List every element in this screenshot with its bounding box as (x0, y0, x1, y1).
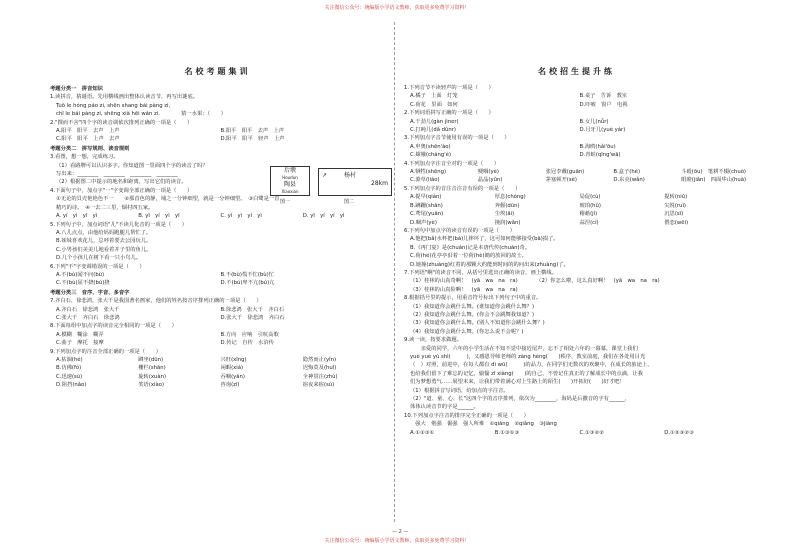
section-heading: 考题分类二 拼写规则、读音规则 (50, 145, 130, 152)
option-text: B. yī yí yì yī (138, 213, 180, 220)
option-text: 局促(cù) (579, 194, 601, 201)
question-line: （2）我知道你会跳什么舞。(你会不会跳舞我知道？) (410, 311, 535, 318)
option-text: D.阻挡(nǎo) (56, 382, 87, 389)
option-text: D.不(bú)卑不亢(bú)亢 (220, 280, 275, 287)
option-row (404, 176, 749, 184)
question-line: D.几个小孩儿在树下看一只小鸟儿。 (56, 255, 142, 262)
option-text: B.①③①③ (494, 429, 520, 436)
question-line: （2）根据图二中提示的地名和距离，写出它们的读音。 (56, 179, 187, 186)
option-text: 眼睑(jiǎn) 四面华山(huà) (681, 177, 747, 184)
question-line: 强大 勉强 倔强 强人所难 ①qiáng ②qiǎng ③jiàng (410, 421, 557, 428)
option-text: A.阳平 阳平 去声 上声 (56, 128, 120, 135)
option-text: D.青蛙(qīng'wā) (579, 152, 621, 159)
option-text: 吞咽(yān) (220, 373, 245, 380)
option-text: 晶晶(yǔn) (477, 177, 503, 184)
option-text: B.方向 应响 引吭高歌 (220, 331, 279, 338)
option-text: A.申奥(shēn'ào) (410, 143, 451, 150)
option-text: 咨询(zī) (220, 382, 240, 389)
option-row (50, 314, 385, 322)
option-text: 尖锐(ruì) (664, 202, 686, 209)
left-column (50, 84, 385, 390)
question-stem: 8.根据括号里的提示，用重音符号标出下列句子中的重音。 (404, 295, 542, 302)
option-text: 尘埃(āi) (494, 211, 515, 218)
option-text: A.枯涸(hé) (56, 357, 83, 363)
option-text: D.阳平 阳平 轻声 上声 (220, 136, 285, 143)
road-sign-two (318, 168, 392, 196)
option-row (404, 202, 749, 210)
option-text: A.干劲儿(gàn jìner) (410, 118, 459, 125)
option-text: B.徐悲鸿 张大千 齐白石 (220, 306, 285, 313)
option-text: B.阳平 阳平 去声 上声 (220, 128, 285, 135)
question-line: chī le bái pàng zi, shēng xià hēi wán zi. 猜一水果：（ ） (56, 111, 227, 118)
option-row (50, 331, 385, 339)
option-row (50, 373, 385, 381)
road-sign-figures (270, 162, 392, 204)
question-line: 写出来：________ ________ ________ ________ (56, 171, 178, 178)
option-text: C. yí yì yí yì (220, 213, 262, 220)
option-text: C.鸢尾(yuān) (410, 211, 444, 218)
option-text: D.张大千 徐悲鸿 齐白石 (220, 314, 285, 321)
option-row (50, 339, 385, 347)
option-text: A.橘子 上面 灯笼 (410, 93, 458, 100)
question-stem: 1.读拼音，猜谜语。先用横线画出整体认读音节，再写出谜底。 (50, 94, 199, 101)
option-text: 挽润(wǎn) (494, 219, 521, 226)
right-column (404, 84, 749, 437)
option-text: 迟悔莫及(huǐ) (302, 365, 337, 372)
question-line: （2）"道、童、心、长"这四个字的音序排列，依次为________，海妈是后撒音的字有______， (410, 396, 631, 403)
option-text: 旋转(xuàn) (138, 373, 167, 380)
option-row (404, 210, 749, 218)
question-line: （1）看路牌可以认识多字。你知道图一里面四个字的读音了吗？ (56, 162, 208, 169)
option-text: A.①②③① (410, 429, 435, 436)
option-text: 蹲坐(dūn) (138, 357, 164, 363)
option-text: 稽藉(jí) (579, 211, 598, 218)
option-text: 蒜涅(cí) (579, 219, 599, 226)
option-text: 栅栏(shān) (138, 365, 166, 372)
question-line: C.小男孩们美美儿地看着并子里的鱼儿。 (56, 246, 152, 253)
question-line: B.《再门宴》是(chuán)记是本唐代传(chuán)奇。 (410, 244, 531, 251)
option-text: 琥珀(hǔ) (579, 202, 601, 209)
arrow-up-right-icon: ↗ (322, 172, 328, 179)
option-row (50, 356, 385, 364)
question-line: B.妹妹喜欢花儿，总呼着要去公园玩儿。 (56, 238, 152, 245)
question-stem: 1.下列音节不读轻声的一项是（ ） (404, 85, 494, 91)
question-stem: 9.下列加点字的注音全部正确的一项是（ ） (50, 348, 161, 355)
road-sign-one (270, 166, 310, 196)
bottom-watermark: 关注微信公众号：统编版小学语文教师，获取更多免费学习资料！ (324, 538, 470, 544)
section-heading: 考题分类一 拼音知识 (50, 86, 103, 92)
option-text: B.盒子(hé) (613, 169, 641, 176)
option-text: C.潦草(liáo) (410, 177, 440, 184)
question-stem: 7.下列语"啊"的读音不同，从括号里选出正确的读音，画上横线。 (404, 269, 557, 276)
option-row (404, 118, 749, 126)
option-row (404, 429, 749, 437)
question-stem: 6.下列"不"字变调错误的一项是（ ） (50, 263, 145, 270)
option-text: B.仿佛(fó) (56, 365, 82, 372)
option-text: 全神贯注(zhù) (302, 373, 338, 380)
option-text: 哽咽(yè) (477, 169, 499, 176)
question-line: （4）我知道你会跳什么舞。(你怎么说不会呢？) (410, 328, 524, 335)
option-row (50, 271, 385, 279)
question-line: yuè yuè yù shì( )，又感恩导师老师的 zàng héng( )秩序，教室前庭，我们在各处用目光 (410, 354, 646, 360)
question-stem: 5.下列加点字的音注音注音有误的一项是（ ） (404, 185, 521, 192)
section-heading: 考题分类三 音序、字音、多音字 (50, 289, 130, 296)
question-stem: 7.齐白石，徐悲鸿，张大千是我国著名画家，他们的姓名按音序排列正确的一项是（ ） (50, 298, 262, 305)
option-row (404, 168, 749, 176)
option-row (50, 135, 385, 143)
option-text: C.嫦娥(cháng'é) (410, 152, 452, 159)
option-row (404, 126, 749, 134)
option-text: C.不(bù)屈不挠(bú)挠 (56, 280, 110, 287)
option-row (50, 381, 385, 389)
question-line: （ ）对照，前进中，在每人都有 dì wū( )的品力，在同学们无数次的欢聚中，在成长的旅途上， (410, 362, 653, 369)
option-row (404, 151, 749, 159)
option-row (404, 193, 749, 201)
question-line: D.她撞(zhuàng)红着的那颗大约能到时间的的问出来(zhuàng)了。 (410, 261, 569, 268)
question-stem: 2.下列词语拼写正确的一项是（ ） (404, 110, 494, 117)
question-line: A.八儿点点，由他给妈妈跑腿儿帮忙了。 (56, 229, 152, 236)
question-line: A.他把(bǎ)水杯把(bà)儿摔坏了，这可如何能够接受(bā)损了。 (410, 236, 559, 243)
option-text: D.①②③②③ (664, 429, 694, 436)
question-line: 亲爱的同学，六年的小学生活在不知不觉中接近尾声，忘不了相处六年的一幕幕，课堂上我们 (410, 345, 638, 352)
option-text: A.齐白石 徐悲鸿 张大千 (56, 306, 120, 313)
option-text: D.月牙儿(yuè yár) (579, 127, 626, 134)
option-text: 斗殴(ōu) 笔耕不辍(chuò) (681, 169, 746, 176)
option-row (50, 306, 385, 314)
option-text: 闲暇(xiá) (220, 365, 244, 372)
option-text: 张冠李戴(guān) (545, 169, 585, 176)
question-stem: 9.读一读，按要求做题。 (404, 337, 463, 344)
option-text: C.迅速(sù) (56, 373, 83, 380)
question-line: 精巧的诗。 ④一去二三里，烟村四五家。 (56, 204, 154, 211)
option-text: 茅塞顿开(sè) (545, 177, 577, 184)
option-text: B.海鸥(hǎi'ōu) (579, 143, 616, 150)
question-stem: 10.下列加点字注音的排序完全正确的一项是（ ） (404, 412, 529, 419)
figure-two-caption: 图二 (344, 199, 355, 205)
question-stem: 3.下列加点字音节使用有误的一项是（ ） (404, 135, 510, 142)
sign-one-pinyin: Houdun (282, 175, 298, 180)
figure-one-caption: 图一 (280, 199, 291, 205)
option-text: D.咽声(yè) (410, 219, 437, 226)
question-line: 也给我们留下了难忘的记忆，愉愉 zī xiàng( )的自己，不曾记住真正的了解成长中的点滴，让我 (410, 370, 643, 377)
question-stem: 2."撰而不舍"四个字的读音调依次排列正确的一项是（ ） (50, 119, 193, 126)
question-line: C.荷(hé)花亭亭沿着一位荷(hè)锄的放回的故士。 (410, 253, 527, 260)
option-text: B.蹒跚(shān) (410, 202, 443, 209)
option-text: A.提早(qián) (410, 194, 442, 201)
option-text: D.吓唬 窗户 电视 (579, 101, 628, 108)
sign-one-sub: 陶县 (283, 181, 296, 188)
option-text: 提转(niǔ) (664, 194, 688, 201)
question-line: 体体认读音节的字是______。 (410, 404, 479, 411)
option-text: 宿夜来宿(sù) (302, 382, 335, 389)
option-text: D.传记 自传 水浒传 (220, 340, 274, 347)
option-row (404, 101, 749, 109)
question-stem: 4.下面句子中，加点字"一"字变调全部正确的一项是（ ） (50, 187, 193, 194)
option-text: B.不(bù)慌不忙(bù)忙 (220, 271, 275, 278)
question-line: （1）根据拼音写词语，给加点的字注音。 (410, 387, 509, 394)
question-line: Tuō le hóng páo zi, shēn shang bái pàng zi, (56, 102, 171, 109)
question-line: （1）我知道你会跳什么舞。(谁知道你会跳什么舞？) (410, 303, 535, 310)
option-text: C.张大千 齐白石 徐悲鸿 (56, 314, 120, 321)
option-text: A.模糊 糊涂 糊弄 (56, 331, 104, 338)
option-text: 沉思(sī) (664, 211, 684, 218)
sign-two-distance: 28km (371, 180, 388, 187)
sign-one-sub-pinyin: Xiaoxian (281, 189, 299, 194)
question-line: （3）桂林的山真险啊！ (yā wa na ra) (410, 286, 518, 293)
option-row (404, 219, 749, 227)
option-text: B.桌子 告诉 教室 (579, 93, 628, 100)
option-row (50, 212, 385, 220)
option-text: A.不(bù)闻不问(bù) (56, 271, 105, 278)
question-stem: 8.下面每组中加点字的读音完全相同的一项是（ ） (50, 323, 177, 330)
question-stem: 5.下列句子中，加点词语"儿"不读儿化音的一项是（ ） (50, 221, 188, 228)
column-divider (394, 22, 395, 522)
option-row (50, 364, 385, 372)
question-stem: 4.下列加点字注音全对的一项是（ ） (404, 160, 500, 167)
option-text: A.牺牲(shēng) (410, 169, 447, 176)
option-text: C.荷花 里面 如何 (410, 101, 458, 108)
option-text: 笑语(xiào) (138, 382, 165, 389)
option-text: D. yī yí yí yì (302, 213, 345, 220)
page-number: — 2 — (392, 529, 409, 535)
option-row (404, 92, 749, 100)
top-watermark: 关注微信公众号：统编版小学语文教师，获取更多免费学习资料！ (324, 5, 470, 11)
sign-two-name: 杨村 (344, 172, 357, 179)
option-text: B.女儿(nǚr) (579, 118, 609, 125)
question-line: ①无论的貝壳艳艳色不一 ②那首色的静，埔之一分钟细望，就是一分钟细望。 ③白鹭是一首 (56, 196, 280, 203)
option-row (50, 127, 385, 135)
option-text: D.东亮(wǎn) (613, 177, 645, 184)
option-text: 兴旺(xīng) (220, 357, 247, 363)
question-line: （1）桂林的山真奇啊！ (yā wa na ra) （2）你怎么啦，这么真好啊！ (yā wa na ra) (410, 278, 660, 285)
question-stem: 3.看图，想一想，完成练习。 (50, 154, 119, 161)
option-text: 偎恋(wēi) (664, 219, 689, 226)
option-text: 奔偃(dūn) (494, 202, 520, 209)
option-text: C.曲子 摩托 接摩 (56, 340, 104, 347)
option-text: C.①③②② (579, 429, 604, 436)
sign-one-name: 后墩 (283, 167, 296, 174)
option-text: C.打盹儿(dǎ dǔnr) (410, 127, 456, 134)
question-line: （3）我知道你会跳什么舞。(别人不知道你会跳什么舞？) (410, 320, 545, 327)
option-row (50, 279, 385, 287)
right-column-title: 名校招生提升练 (538, 66, 615, 76)
option-text: A. yí yì yī yì (56, 213, 98, 220)
option-text: 厚息(chóng) (494, 194, 526, 201)
question-stem: 6.下列句中加点字的读音有误的一项是（ ） (404, 227, 515, 234)
option-text: 隐然而止(yǐn) (302, 357, 337, 363)
question-line: 们为梦想勇气……展望未来，让我们带着满心对上生路上的陌生( )开拓好( )好才吧！ (410, 379, 625, 386)
left-column-title: 名校考题集训 (184, 66, 251, 76)
option-row (404, 143, 749, 151)
option-text: C.阳平 阳平 上声 去声 (56, 136, 120, 143)
